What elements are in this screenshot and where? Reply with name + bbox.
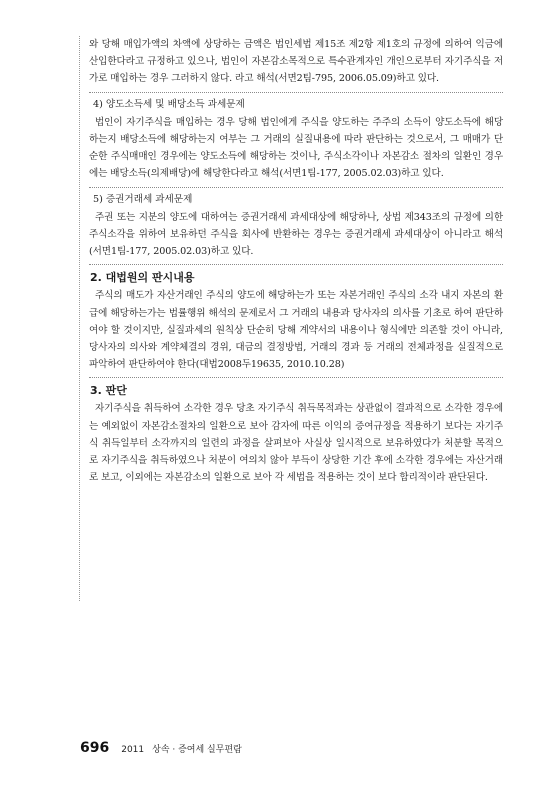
section-divider [89,377,503,378]
section-divider [89,187,503,188]
paragraph-supreme-court-ruling: 주식의 매도가 자산거래인 주식의 양도에 해당하는가 또는 자본거래인 주식의 소각 내지 자본의 환급에 해당하는가는 법률행위 해석의 문제로서 그 거래의 내용과 당사자의 의사를 기초로 하여 판단하여야 할 것이지만, 실질과세의 원칙상 단순히 당해 계약서의 내용이나 형식에만 의존할 것이 아니라, 당사자의 의사와 계약체결의 경위, 대금의 결정방법, 거래의 경과 등 거래의 전체과정을 실질적으로 파악하여 판단하여야 한다(대법2008두19635, 2010.10.28) [89,290,503,371]
section-divider [89,92,503,93]
heading-supreme-court-ruling: 2. 대법원의 판시내용 [90,271,195,285]
page-number: 696 [80,740,110,756]
footer-book-title: 상속 · 증여세 실무편람 [152,745,242,755]
page-body [79,36,503,601]
paragraph-securities-tax: 주권 또는 지분의 양도에 대하여는 증권거래세 과세대상에 해당하나, 상법 제343조의 규정에 의한 주식소각을 위하여 보유하던 주식을 회사에 반환하는 경우는 증권거래세 과세대상이 아니라고 해석(서면1팀-177, 2005.02.03)하고 있다. [89,211,503,258]
paragraph-intro: 와 당해 매입가액의 차액에 상당하는 금액은 법인세법 제15조 제2항 제1호의 규정에 의하여 익금에 산입한다라고 규정하고 있으나, 법인이 자본감소목적으로 특수관계자인 개인으로부터 자기주식을 저가로 매입하는 경우 그러하지 않다. 라고 해석(서면2팀-795, 2006.05.09)하고 있다. [89,39,503,85]
paragraph-transfer-dividend-tax: 법인이 자기주식을 매입하는 경우 당해 법인에게 주식을 양도하는 주주의 소득이 양도소득에 해당하는지 배당소득에 해당하는지 여부는 그 거래의 실질내용에 따라 판단하는 것으로서, 그 매매가 단순한 주식매매인 경우에는 양도소득에 해당하는 것이나, 주식소각이나 자본감소 절차의 일환인 경우에는 배당소득(의제배당)에 해당한다라고 해석(서면1팀-177, 2005.02.03)하고 있다. [89,116,503,180]
section-divider [89,264,503,265]
footer-year: 2011 [121,745,145,755]
heading-judgment: 3. 판단 [90,384,127,398]
paragraph-judgment: 자기주식을 취득하여 소각한 경우 당초 자기주식 취득목적과는 상관없이 결과적으로 소각한 경우에는 예외없이 자본감소절차의 일환으로 보아 감자에 따른 이익의 증여규정을 적용하기 보다는 자기주식 취득일부터 소각까지의 일련의 과정을 살펴보아 사실상 일시적으로 보유하였다가 처분할 목적으로 자기주식을 취득하였으나 처분이 여의치 않아 부득이 상당한 기간 후에 소각한 경우에는 자산거래로 보고, 이외에는 자본감소의 일환으로 보아 각 세법을 적용하는 것이 보다 합리적이라 판단된다. [89,403,503,484]
page-footer [80,740,242,760]
subheading-securities-tax: 5) 증권거래세 과세문제 [93,193,193,205]
subheading-transfer-dividend-tax: 4) 양도소득세 및 배당소득 과세문제 [93,98,245,110]
